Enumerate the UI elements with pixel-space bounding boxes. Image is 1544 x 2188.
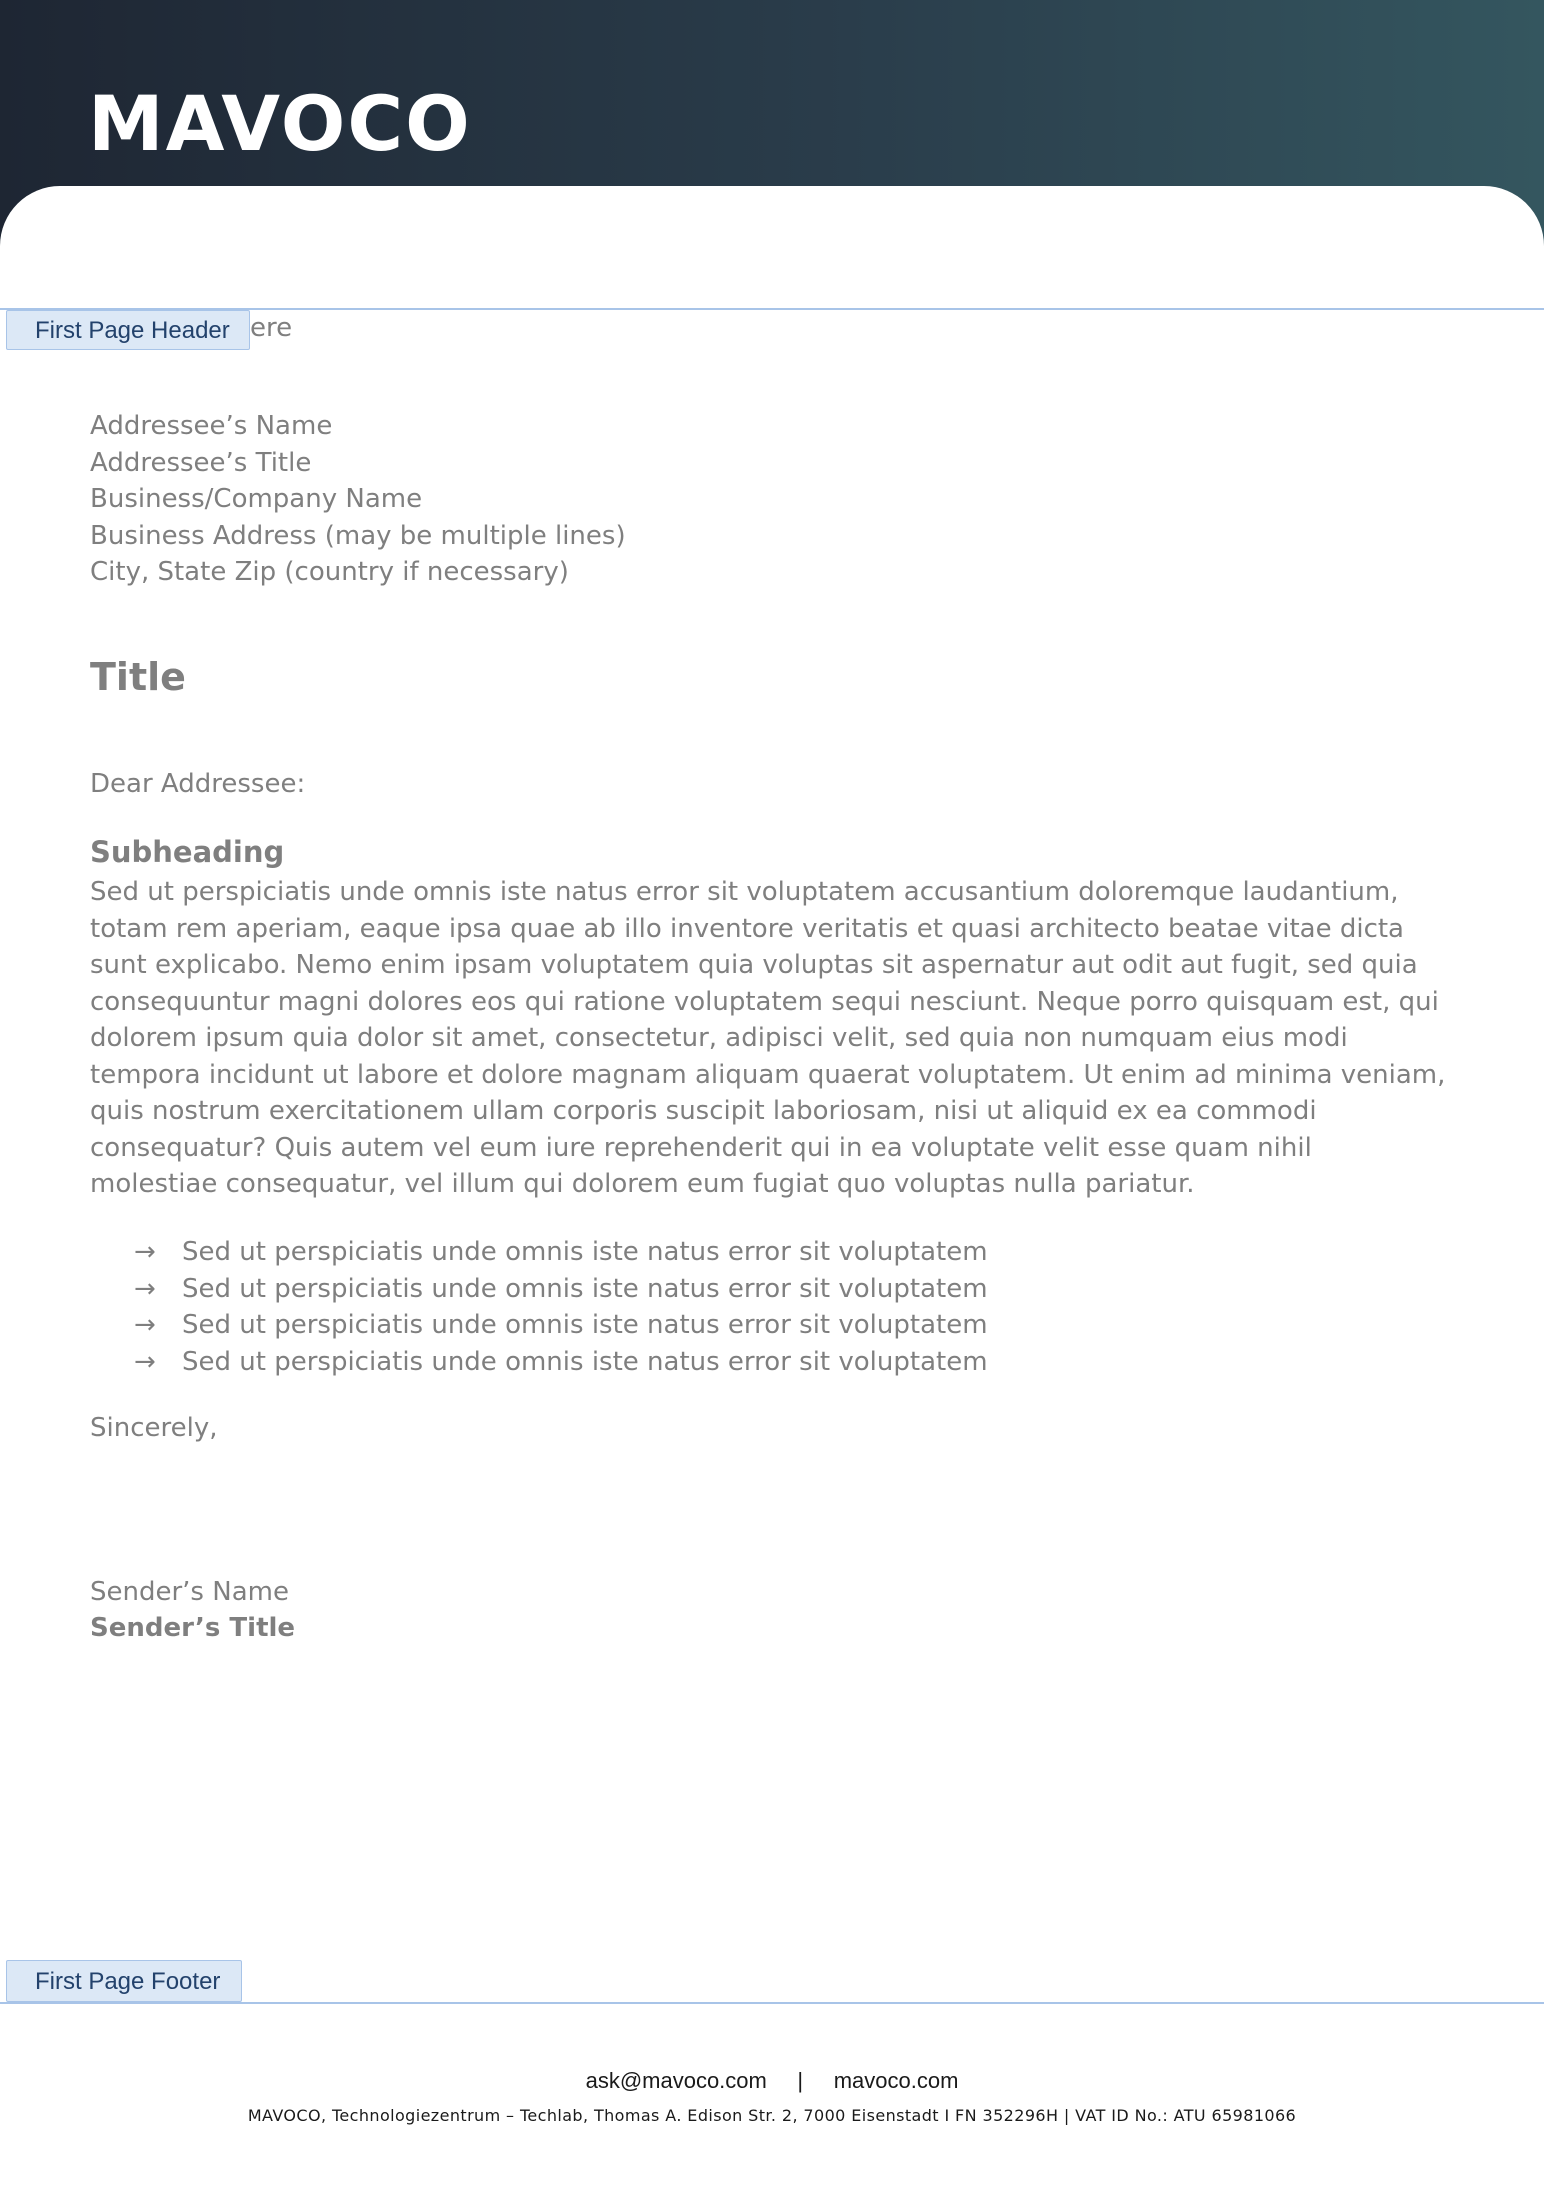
addressee-block	[90, 408, 1470, 591]
arrow-right-icon: →	[134, 1347, 156, 1378]
banner-curve	[0, 186, 1544, 246]
list-item[interactable]	[134, 1344, 988, 1381]
body-line: quis nostrum exercitationem ullam corporis suscipit laboriosam, nisi ut aliquid ex ea commodi	[90, 1096, 1317, 1126]
date-placeholder[interactable]: ere	[250, 313, 293, 343]
body-line: consequatur? Quis autem vel eum iure reprehenderit qui in ea voluptate velit esse quam nihil	[90, 1132, 1312, 1163]
list-item[interactable]	[134, 1271, 988, 1308]
mavoco-logo: MAVOCO	[88, 79, 472, 168]
list-item[interactable]	[134, 1234, 988, 1271]
closing[interactable]: Sincerely,	[90, 1413, 218, 1443]
body-paragraph[interactable]	[90, 874, 1470, 1203]
body-line: consequuntur magni dolores eos qui ratione voluptatem sequi nesciunt. Neque porro quisquam est, qui	[90, 986, 1439, 1017]
body-line: dolorem ipsum quia dolor sit amet, consectetur, adipisci velit, sed quia non numquam eius modi	[90, 1023, 1348, 1053]
arrow-right-icon: →	[134, 1310, 156, 1341]
body-line: Sed ut perspiciatis unde omnis iste natus error sit voluptatem accusantium doloremque laudantium,	[90, 877, 1399, 907]
addressee-company[interactable]: Business/Company Name	[90, 484, 423, 514]
body-line: totam rem aperiam, eaque ipsa quae ab illo inventore veritatis et quasi architecto beatae vitae dicta	[90, 913, 1404, 944]
body-line: sunt explicabo. Nemo enim ipsam voluptatem quia voluptas sit aspernatur aut odit aut fugit, sed quia	[90, 950, 1418, 980]
footer-email[interactable]: ask@mavoco.com	[585, 2068, 767, 2093]
list-item-text: Sed ut perspiciatis unde omnis iste natus error sit voluptatem	[182, 1347, 988, 1378]
addressee-city[interactable]: City, State Zip (country if necessary)	[90, 557, 569, 587]
addressee-name[interactable]: Addressee’s Name	[90, 411, 333, 441]
footer-separator: |	[797, 2068, 804, 2093]
list-item-text: Sed ut perspiciatis unde omnis iste natus error sit voluptatem	[182, 1237, 988, 1267]
footer-boundary-line	[0, 2002, 1544, 2004]
body-line: molestiae consequatur, vel illum qui dolorem eum fugiat quo voluptas nulla pariatur.	[90, 1169, 1195, 1199]
list-item-text: Sed ut perspiciatis unde omnis iste natus error sit voluptatem	[182, 1310, 988, 1341]
sender-title[interactable]: Sender’s Title	[90, 1613, 296, 1643]
bullet-list	[134, 1234, 988, 1381]
first-page-footer-tag[interactable]: First Page Footer	[6, 1960, 242, 2002]
footer-website[interactable]: mavoco.com	[833, 2068, 959, 2093]
first-page-header-tag[interactable]: First Page Header	[6, 310, 250, 350]
addressee-address[interactable]: Business Address (may be multiple lines)	[90, 520, 626, 551]
arrow-right-icon: →	[134, 1237, 156, 1267]
arrow-right-icon: →	[134, 1273, 156, 1304]
addressee-title[interactable]: Addressee’s Title	[90, 447, 312, 478]
body-line: tempora incidunt ut labore et dolore magnam aliquam quaerat voluptatem. Ut enim ad minima veniam,	[90, 1059, 1446, 1090]
sender-name[interactable]: Sender’s Name	[90, 1577, 289, 1607]
subheading[interactable]: Subheading	[90, 835, 285, 869]
salutation[interactable]: Dear Addressee:	[90, 769, 306, 799]
footer-contact	[0, 2066, 1544, 2096]
document-title[interactable]: Title	[90, 655, 186, 699]
list-item[interactable]	[134, 1307, 988, 1344]
list-item-text: Sed ut perspiciatis unde omnis iste natus error sit voluptatem	[182, 1273, 988, 1304]
footer-address: MAVOCO, Technologiezentrum – Techlab, Thomas A. Edison Str. 2, 7000 Eisenstadt I FN 352296H | VAT ID No.: ATU 65981066	[247, 2106, 1297, 2125]
